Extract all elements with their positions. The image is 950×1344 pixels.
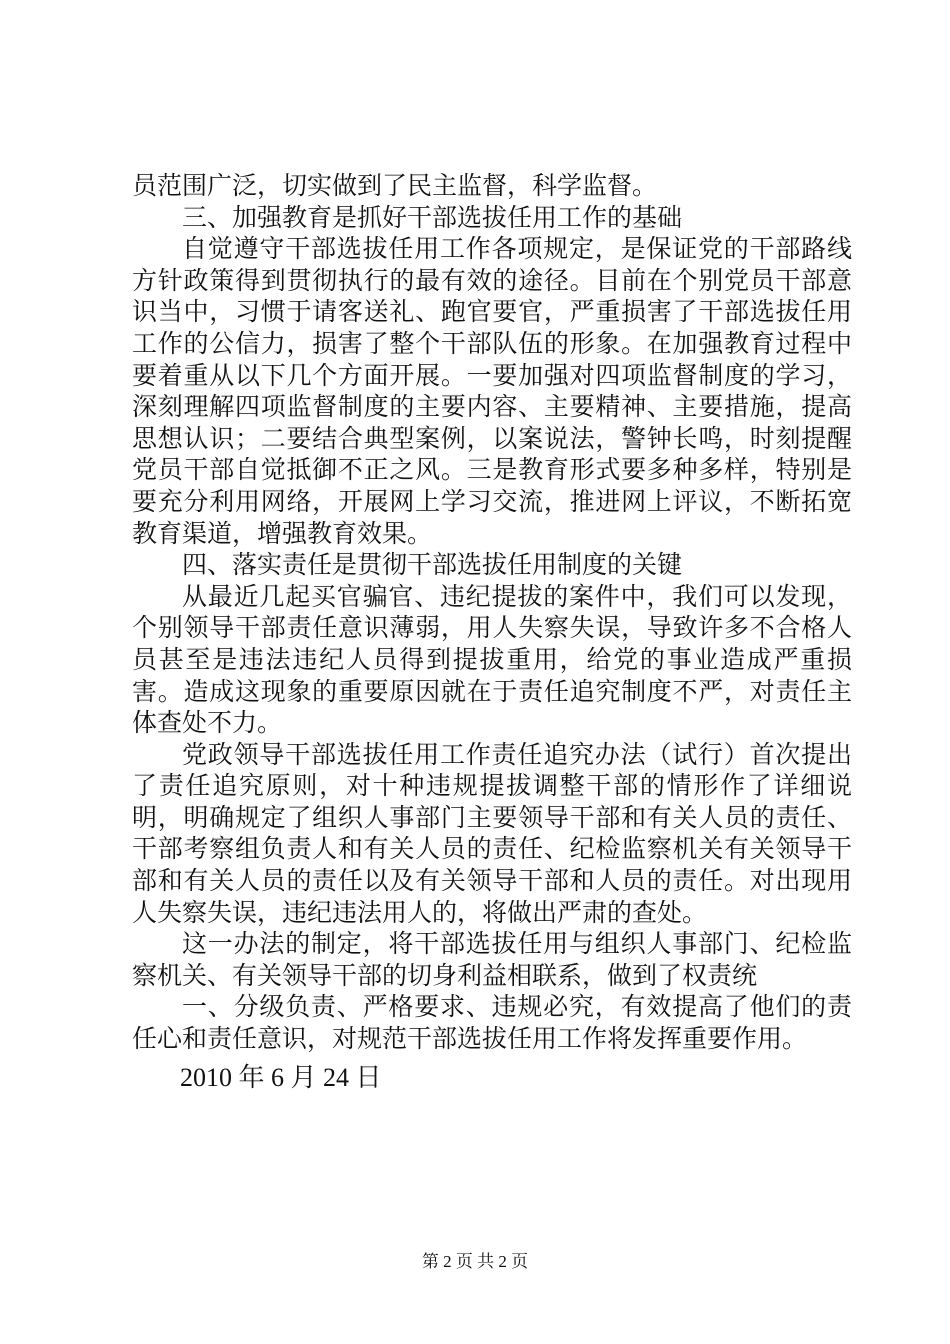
page-footer: 第 2 页 共 2 页 (421, 1252, 529, 1271)
section-heading-4: 四、落实责任是贯彻干部选拔任用制度的关键 (182, 550, 683, 580)
paragraph-measures-significance: 这一办法的制定，将干部选拔任用与组织人事部门、纪检监察机关、有关领导干部的切身利益相联系，做到了权责统 (132, 929, 852, 990)
paragraph-1: 员范围广泛，切实做到了民主监督，科学监督。 (132, 171, 658, 200)
document-date: 2010 年 6 月 24 日 (180, 1063, 382, 1092)
section-heading-3: 三、加强教育是抓好干部选拔任用工作的基础 (182, 202, 683, 232)
paragraph-cases: 从最近几起买官骗官、违纪提拔的案件中，我们可以发现，个别领导干部责任意识薄弱，用人失察失误，导致许多不合格人员甚至是违法违纪人员得到提拔重用，给党的事业造成严重损害。造成这现象的重要原因就在于责任追究制度不严，对责任主体查处不力。 (132, 581, 852, 738)
paragraph-conclusion: 一、分级负责、严格要求、违规必究，有效提高了他们的责任心和责任意识，对规范干部选拔任用工作将发挥重要作用。 (132, 992, 852, 1054)
document-body (132, 170, 852, 1055)
paragraph-accountability-measures: 党政领导干部选拔任用工作责任追究办法（试行）首次提出了责任追究原则，对十种违规提拔调整干部的情形作了详细说明，明确规定了组织人事部门主要领导干部和有关人员的责任、干部考察组负责人和有关人员的责任、纪检监察机关有关领导干部和有关人员的责任以及有关领导干部和人员的责任。对出现用人失察失误，违纪违法用人的，将做出严肃的查处。 (132, 739, 852, 927)
paragraph-education: 自觉遵守干部选拔任用工作各项规定，是保证党的干部路线方针政策得到贯彻执行的最有效的途径。目前在个别党员干部意识当中，习惯于请客送礼、跑官要官，严重损害了干部选拔任用工作的公信力，损害了整个干部队伍的形象。在加强教育过程中要着重从以下几个方面开展。一要加强对四项监督制度的学习，深刻理解四项监督制度的主要内容、主要精神、主要措施，提高思想认识；二要结合典型案例，以案说法，警钟长鸣，时刻提醒党员干部自觉抵御不正之风。三是教育形式要多种多样，特别是要充分利用网络，开展网上学习交流，推进网上评议，不断拓宽教育渠道，增强教育效果。 (132, 234, 852, 548)
